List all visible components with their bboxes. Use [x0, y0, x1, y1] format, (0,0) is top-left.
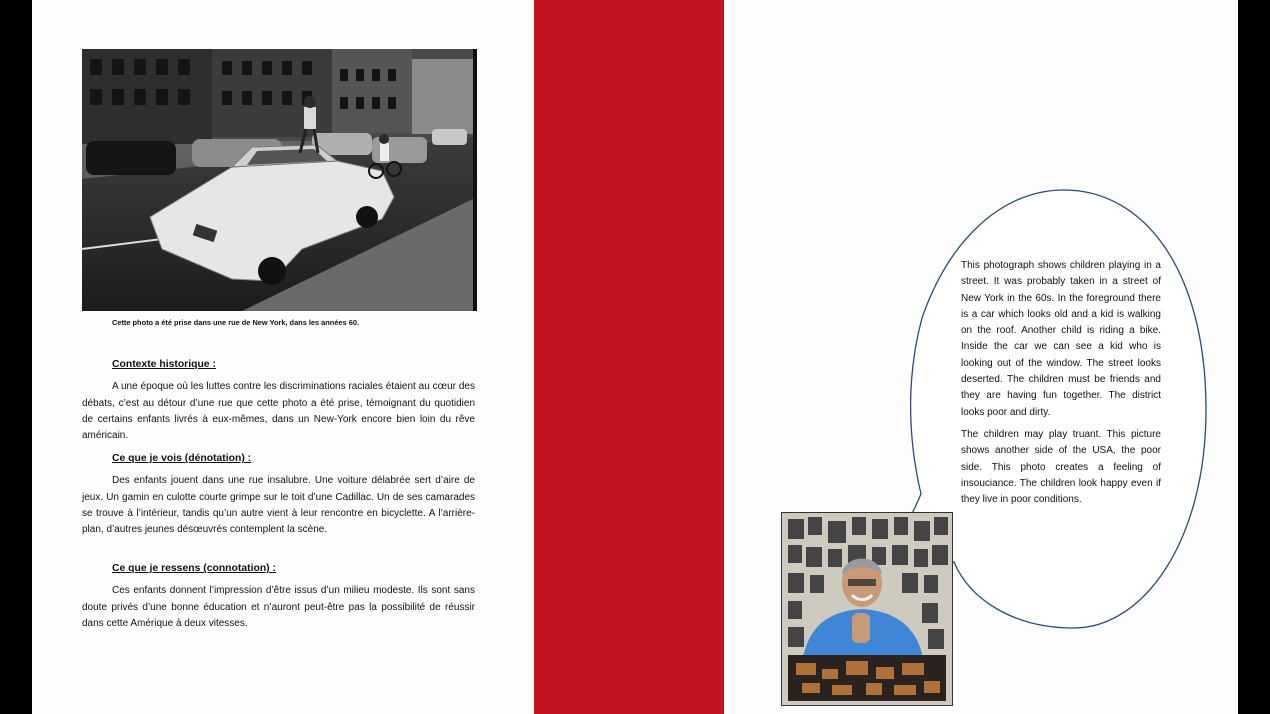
- section-connotation: [82, 561, 475, 632]
- left-page: [32, 0, 534, 714]
- section-text: A une époque où les luttes contre les discriminations raciales étaient au cœur des débats, c’est au détour d’une rue que cette photo a été prise, témoignant du quotidien de certains enfants livrés à eux-mêmes, dans un New-York encore bien loin du rêve américain.: [82, 381, 475, 442]
- portrait-illustration: [782, 513, 952, 705]
- section-heading: Contexte historique :: [112, 359, 216, 370]
- section-historical-context: [82, 357, 475, 444]
- red-divider: [534, 0, 724, 714]
- section-heading: Ce que je vois (dénotation) :: [112, 453, 252, 464]
- section-text: Des enfants jouent dans une rue insalubre. Une voiture délabrée sert d’aire de jeux. Un gamin en culotte courte grimpe sur le toit d’une Cadillac. Un de ses camarades se trouve à l’intérieur, tandis qu’un autre vient à leur rencontre en bicyclette. A l’arrière-plan, d’autres jeunes désœuvrés contemplent la scène.: [82, 475, 475, 536]
- section-denotation: [82, 451, 475, 538]
- section-heading: Ce que je ressens (connotation) :: [112, 563, 276, 574]
- section-text: Ces enfants donnent l’impression d’être issus d’un milieu modeste. Ils sont sans doute privés d’une bonne éducation et n’auront peut-être pas la possibilité de réussir dans cette Amérique à deux vitesses.: [82, 585, 475, 629]
- street-photo: [82, 49, 477, 311]
- street-photo-illustration: [82, 49, 473, 311]
- right-page: [724, 0, 1238, 714]
- bubble-paragraph: This photograph shows children playing in a street. It was probably taken in a street of New York in the 60s. In the foreground there is a car which looks old and a kid is walking on the roof. Another child is riding a bike. Inside the car we can see a kid who is looking out of the window. The street looks deserted. The children must be friends and they are having fun together. The district looks poor and dirty.: [961, 260, 1161, 418]
- bubble-paragraph: The children may play truant. This picture shows another side of the USA, the poor side. This photo creates a feeling of insouciance. The children look happy even if they live in poor conditions.: [961, 428, 1161, 506]
- bubble-text: [961, 258, 1161, 514]
- portrait-photo: [781, 512, 953, 706]
- photo-caption: Cette photo a été prise dans une rue de New York, dans les années 60.: [112, 318, 359, 327]
